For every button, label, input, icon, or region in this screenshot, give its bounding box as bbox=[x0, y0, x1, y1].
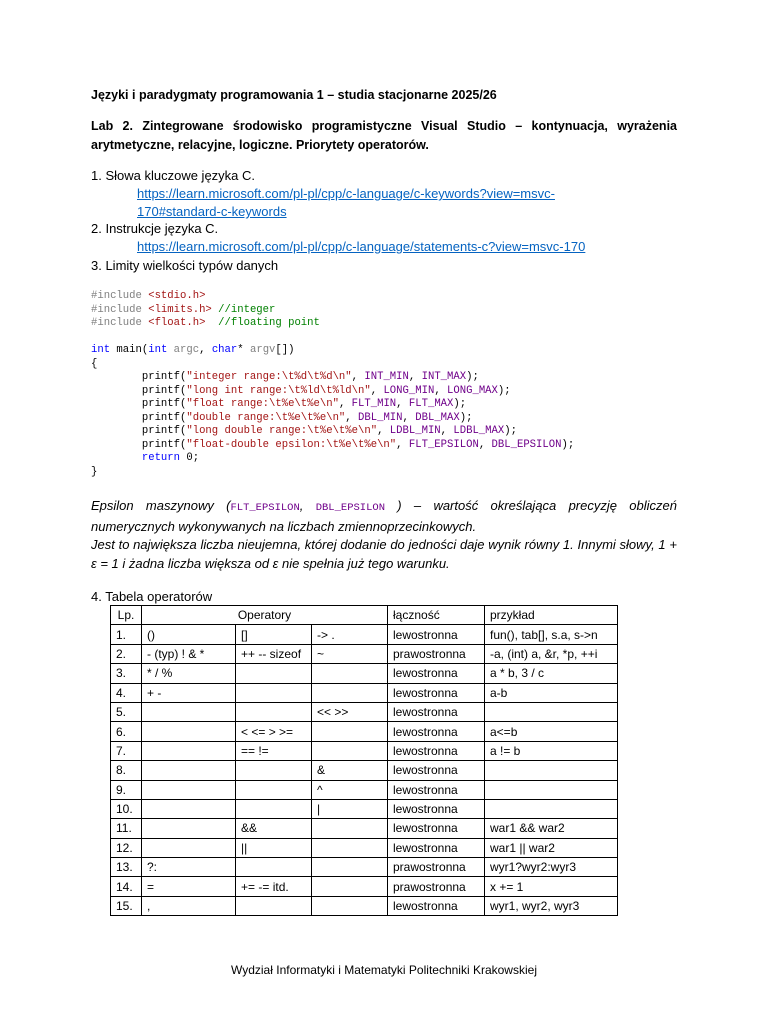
code-token: ); bbox=[504, 425, 517, 437]
dbl-epsilon-const: DBL_EPSILON bbox=[315, 502, 385, 514]
cell-operator-2 bbox=[236, 780, 312, 799]
table-row bbox=[111, 819, 618, 838]
cell-associativity: lewostronna bbox=[388, 702, 485, 721]
cell-operator-1: () bbox=[142, 625, 236, 644]
cell-lp: 10. bbox=[111, 799, 142, 818]
code-token: , bbox=[402, 411, 416, 424]
cell-example: a * b, 3 / c bbox=[485, 664, 618, 683]
code-line bbox=[91, 439, 574, 451]
cell-example: fun(), tab[], s.a, s->n bbox=[485, 625, 618, 644]
code-token: printf( bbox=[91, 411, 187, 424]
code-token: printf( bbox=[91, 398, 187, 410]
cell-operator-1 bbox=[142, 838, 236, 857]
header-operators: Operatory bbox=[142, 606, 388, 625]
page-footer: Wydział Informatyki i Matematyki Politechniki Krakowskiej bbox=[231, 963, 537, 977]
epsilon-paragraph-2: Jest to największa liczba nieujemna, której dodanie do jedności daje wynik równy 1. Innymi słowy, 1 + ε = 1 i żadna liczba większa od ε nie spełnia już tego warunku. bbox=[91, 537, 677, 571]
code-line bbox=[91, 452, 199, 464]
code-line bbox=[91, 398, 466, 410]
code-line bbox=[91, 466, 97, 478]
cell-lp: 14. bbox=[111, 877, 142, 896]
cell-operator-2: [] bbox=[236, 625, 312, 644]
operator-table bbox=[110, 605, 618, 916]
table-header-row bbox=[111, 606, 618, 625]
keywords-link-line-2[interactable]: 170#standard-c-keywords bbox=[137, 204, 287, 219]
cell-operator-3 bbox=[312, 741, 388, 760]
cell-operator-2: < <= > >= bbox=[236, 722, 312, 741]
code-token: , bbox=[377, 425, 390, 437]
section-keywords: 1. Słowa kluczowe języka C. bbox=[91, 168, 256, 183]
table-row bbox=[111, 664, 618, 683]
code-token: { bbox=[91, 357, 98, 370]
course-title: Języki i paradygmaty programowania 1 – studia stacjonarne 2025/26 bbox=[91, 88, 497, 102]
cell-operator-3 bbox=[312, 838, 388, 857]
cell-operator-2: ++ -- sizeof bbox=[236, 644, 312, 663]
code-token: printf( bbox=[91, 425, 187, 437]
code-token bbox=[91, 452, 142, 464]
cell-operator-1 bbox=[142, 819, 236, 838]
cell-example: a<=b bbox=[485, 722, 618, 741]
code-token: INT_MAX bbox=[421, 371, 467, 383]
table-row bbox=[111, 761, 618, 780]
table-row bbox=[111, 702, 618, 721]
cell-example bbox=[485, 761, 618, 780]
code-token bbox=[205, 317, 218, 329]
table-body bbox=[111, 625, 618, 916]
cell-example: x += 1 bbox=[485, 877, 618, 896]
table-row bbox=[111, 625, 618, 644]
code-token: //integer bbox=[218, 303, 276, 316]
cell-lp: 8. bbox=[111, 761, 142, 780]
cell-associativity: lewostronna bbox=[388, 799, 485, 818]
keywords-link-line-1[interactable]: https://learn.microsoft.com/pl-pl/cpp/c-language/c-keywords?view=msvc- bbox=[137, 186, 555, 201]
cell-operator-1 bbox=[142, 741, 236, 760]
table-row bbox=[111, 741, 618, 760]
cell-associativity: lewostronna bbox=[388, 664, 485, 683]
section-operator-table: 4. Tabela operatorów bbox=[91, 589, 213, 604]
code-token: printf( bbox=[91, 438, 187, 451]
cell-associativity: lewostronna bbox=[388, 819, 485, 838]
table-row bbox=[111, 644, 618, 663]
epsilon-text-end: ) – wartość określająca precyzję obliczeń numerycznych wykonywanych na liczbach zmiennoprzecinkowych. bbox=[91, 498, 677, 534]
header-associativity: łączność bbox=[388, 606, 485, 625]
code-token: DBL_MAX bbox=[415, 411, 460, 424]
code-token: "float-double epsilon:\t%e\t%e\n" bbox=[186, 438, 397, 451]
cell-operator-2 bbox=[236, 761, 312, 780]
code-token: DBL_EPSILON bbox=[491, 438, 562, 451]
code-token: , bbox=[408, 371, 422, 383]
cell-associativity: lewostronna bbox=[388, 625, 485, 644]
cell-operator-3 bbox=[312, 858, 388, 877]
cell-operator-3: ^ bbox=[312, 780, 388, 799]
code-line bbox=[91, 385, 511, 397]
code-token: "integer range:\t%d\t%d\n" bbox=[186, 371, 352, 383]
code-token: printf( bbox=[91, 371, 187, 383]
cell-associativity: prawostronna bbox=[388, 858, 485, 877]
cell-lp: 3. bbox=[111, 664, 142, 683]
code-token: , bbox=[345, 411, 359, 424]
code-token: #include bbox=[91, 290, 149, 302]
cell-operator-3 bbox=[312, 877, 388, 896]
code-token: , bbox=[396, 398, 409, 410]
code-token: argv bbox=[249, 344, 276, 356]
code-token: , bbox=[199, 344, 212, 356]
cell-operator-2: += -= itd. bbox=[236, 877, 312, 896]
cell-example: war1 && war2 bbox=[485, 819, 618, 838]
code-token: []) bbox=[275, 344, 295, 356]
code-token: , bbox=[396, 438, 409, 451]
cell-operator-2 bbox=[236, 664, 312, 683]
cell-lp: 9. bbox=[111, 780, 142, 799]
code-line bbox=[91, 344, 295, 356]
table-row bbox=[111, 838, 618, 857]
table-row bbox=[111, 896, 618, 915]
cell-lp: 2. bbox=[111, 644, 142, 663]
code-token: main( bbox=[110, 344, 149, 356]
code-token: ); bbox=[466, 371, 479, 383]
cell-associativity: prawostronna bbox=[388, 877, 485, 896]
cell-operator-1 bbox=[142, 761, 236, 780]
cell-operator-2: == != bbox=[236, 741, 312, 760]
cell-example: war1 || war2 bbox=[485, 838, 618, 857]
code-token: FLT_EPSILON bbox=[408, 438, 479, 451]
code-token: INT_MIN bbox=[364, 371, 409, 383]
code-token: "float range:\t%e\t%e\n" bbox=[186, 398, 339, 410]
cell-example bbox=[485, 702, 618, 721]
table-row bbox=[111, 683, 618, 702]
code-token: LONG_MAX bbox=[447, 384, 498, 397]
cell-lp: 4. bbox=[111, 683, 142, 702]
cell-operator-2 bbox=[236, 858, 312, 877]
code-line bbox=[91, 412, 472, 424]
table-row bbox=[111, 877, 618, 896]
table-row bbox=[111, 722, 618, 741]
code-token: , bbox=[478, 438, 492, 451]
cell-operator-1: + - bbox=[142, 683, 236, 702]
header-lp: Lp. bbox=[111, 606, 142, 625]
cell-operator-3 bbox=[312, 896, 388, 915]
code-token: , bbox=[434, 384, 448, 397]
table-row bbox=[111, 799, 618, 818]
cell-lp: 6. bbox=[111, 722, 142, 741]
code-token: int bbox=[148, 344, 168, 356]
code-token: LDBL_MAX bbox=[453, 425, 505, 437]
code-line bbox=[91, 304, 275, 316]
code-line bbox=[91, 290, 205, 302]
code-token: LONG_MIN bbox=[383, 384, 435, 397]
code-token: char bbox=[211, 344, 238, 356]
cell-example: wyr1, wyr2, wyr3 bbox=[485, 896, 618, 915]
code-token: , bbox=[351, 371, 365, 383]
cell-operator-1: ?: bbox=[142, 858, 236, 877]
cell-operator-3 bbox=[312, 722, 388, 741]
code-token: DBL_MIN bbox=[358, 411, 403, 424]
cell-operator-1 bbox=[142, 702, 236, 721]
cell-associativity: lewostronna bbox=[388, 741, 485, 760]
code-token: , bbox=[440, 425, 454, 437]
cell-operator-2 bbox=[236, 683, 312, 702]
cell-lp: 5. bbox=[111, 702, 142, 721]
code-token: ); bbox=[453, 398, 467, 410]
code-token: <limits.h> bbox=[148, 303, 212, 316]
epsilon-text-start: Epsilon maszynowy ( bbox=[91, 498, 231, 513]
cell-associativity: lewostronna bbox=[388, 838, 485, 857]
cell-operator-1: = bbox=[142, 877, 236, 896]
code-line bbox=[91, 317, 320, 329]
statements-link[interactable]: https://learn.microsoft.com/pl-pl/cpp/c-language/statements-c?view=msvc-170 bbox=[137, 239, 586, 254]
cell-operator-3: ~ bbox=[312, 644, 388, 663]
code-token: printf( bbox=[91, 384, 187, 397]
cell-lp: 13. bbox=[111, 858, 142, 877]
cell-associativity: lewostronna bbox=[388, 761, 485, 780]
cell-operator-1 bbox=[142, 722, 236, 741]
cell-operator-3 bbox=[312, 664, 388, 683]
table-row bbox=[111, 858, 618, 877]
epsilon-description bbox=[91, 497, 677, 573]
code-line bbox=[91, 358, 97, 370]
cell-example bbox=[485, 799, 618, 818]
lab-title: Lab 2. Zintegrowane środowisko programistyczne Visual Studio – kontynuacja, wyrażenia arytmetyczne, relacyjne, logiczne. Priorytety operatorów. bbox=[91, 119, 677, 152]
code-block bbox=[91, 290, 574, 479]
code-token: "long double range:\t%e\t%e\n" bbox=[186, 425, 378, 437]
cell-operator-1: - (typ) ! & * bbox=[142, 644, 236, 663]
code-token: int bbox=[91, 344, 111, 356]
cell-lp: 12. bbox=[111, 838, 142, 857]
cell-operator-3 bbox=[312, 683, 388, 702]
cell-associativity: lewostronna bbox=[388, 722, 485, 741]
code-token: ); bbox=[459, 411, 473, 424]
cell-operator-1 bbox=[142, 799, 236, 818]
cell-operator-1: * / % bbox=[142, 664, 236, 683]
code-token: 0; bbox=[180, 452, 200, 464]
cell-operator-2 bbox=[236, 896, 312, 915]
code-token: * bbox=[237, 344, 250, 356]
cell-operator-3: & bbox=[312, 761, 388, 780]
code-token: //floating point bbox=[218, 317, 320, 329]
cell-associativity: lewostronna bbox=[388, 780, 485, 799]
cell-example: a != b bbox=[485, 741, 618, 760]
flt-epsilon-const: FLT_EPSILON bbox=[230, 502, 300, 514]
cell-operator-1 bbox=[142, 780, 236, 799]
code-token: "double range:\t%e\t%e\n" bbox=[186, 411, 346, 424]
cell-operator-3: -> . bbox=[312, 625, 388, 644]
cell-associativity: lewostronna bbox=[388, 896, 485, 915]
cell-associativity: prawostronna bbox=[388, 644, 485, 663]
cell-operator-2 bbox=[236, 702, 312, 721]
code-token: "long int range:\t%ld\t%ld\n" bbox=[186, 384, 371, 397]
code-line bbox=[91, 425, 517, 437]
cell-example: -a, (int) a, &r, *p, ++i bbox=[485, 644, 618, 663]
cell-operator-1: , bbox=[142, 896, 236, 915]
code-line bbox=[91, 371, 479, 383]
cell-operator-2: && bbox=[236, 819, 312, 838]
code-token: #include bbox=[91, 317, 149, 329]
code-token: , bbox=[370, 384, 384, 397]
cell-lp: 11. bbox=[111, 819, 142, 838]
code-token: ); bbox=[561, 438, 575, 451]
code-token: #include bbox=[91, 303, 149, 316]
code-token: <float.h> bbox=[148, 317, 206, 329]
header-example: przykład bbox=[485, 606, 618, 625]
code-token: LDBL_MIN bbox=[389, 425, 441, 437]
cell-example bbox=[485, 780, 618, 799]
section-type-limits: 3. Limity wielkości typów danych bbox=[91, 258, 279, 273]
code-token: , bbox=[338, 398, 352, 410]
cell-operator-3: << >> bbox=[312, 702, 388, 721]
code-token: return bbox=[141, 452, 181, 464]
cell-operator-3: | bbox=[312, 799, 388, 818]
section-statements: 2. Instrukcje języka C. bbox=[91, 221, 219, 236]
code-token: FLT_MAX bbox=[408, 398, 454, 410]
cell-lp: 15. bbox=[111, 896, 142, 915]
code-token: FLT_MIN bbox=[351, 398, 397, 410]
cell-operator-3 bbox=[312, 819, 388, 838]
code-token: ); bbox=[497, 384, 511, 397]
table-row bbox=[111, 780, 618, 799]
cell-operator-2: || bbox=[236, 838, 312, 857]
code-token: } bbox=[91, 465, 98, 478]
code-token: argc bbox=[173, 344, 200, 356]
cell-example: wyr1?wyr2:wyr3 bbox=[485, 858, 618, 877]
code-token: <stdio.h> bbox=[148, 290, 206, 302]
cell-associativity: lewostronna bbox=[388, 683, 485, 702]
epsilon-paragraph-1 bbox=[91, 497, 677, 536]
cell-lp: 1. bbox=[111, 625, 142, 644]
epsilon-separator: , bbox=[299, 498, 316, 513]
cell-lp: 7. bbox=[111, 741, 142, 760]
cell-operator-2 bbox=[236, 799, 312, 818]
cell-example: a-b bbox=[485, 683, 618, 702]
